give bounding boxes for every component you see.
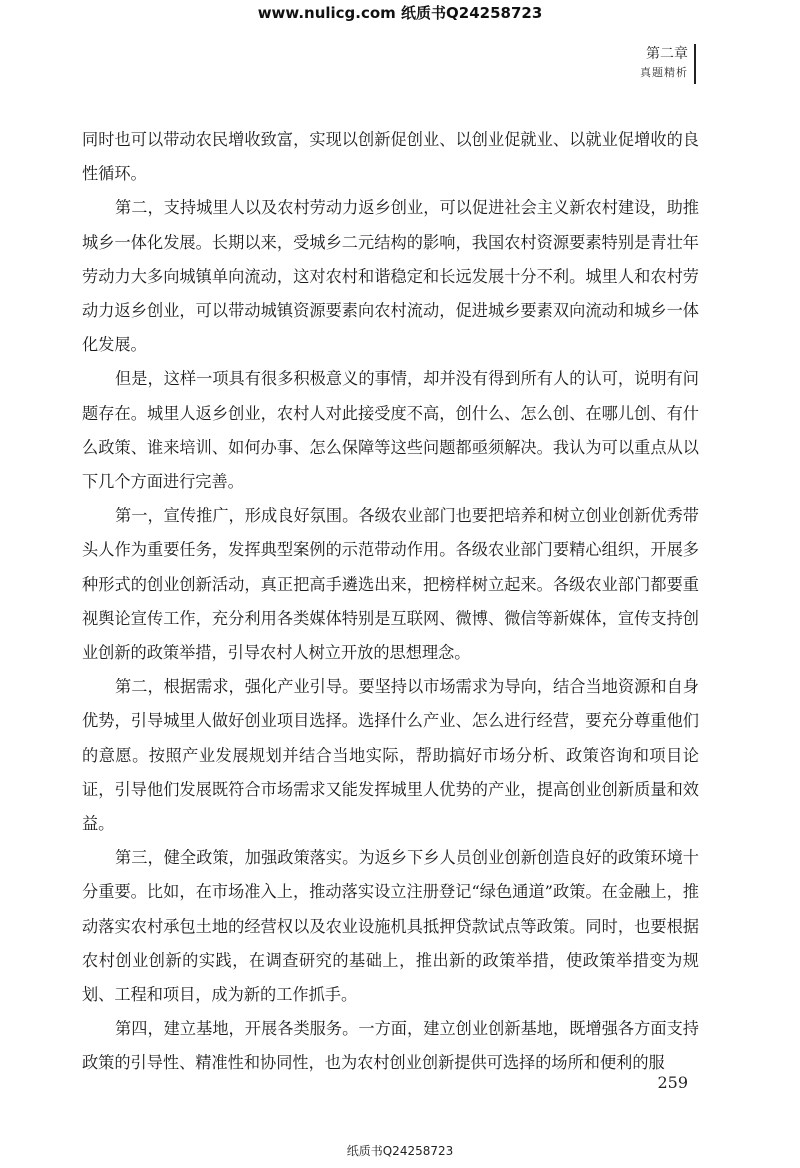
- chapter-header: [640, 44, 688, 82]
- body-text: [82, 123, 699, 1081]
- paragraph: 第四，建立基地，开展各类服务。一方面，建立创业创新基地，既增强各方面支持政策的引导性、精准性和协同性，也为农村创业创新提供可选择的场所和便利的服: [82, 1019, 699, 1073]
- top-watermark: www.nulicg.com 纸质书Q24258723: [257, 4, 543, 22]
- chapter-title: 第二章: [646, 46, 688, 62]
- paragraph: 同时也可以带动农民增收致富，实现以创新促创业、以创业促就业、以就业促增收的良性循环。: [82, 130, 699, 184]
- bottom-watermark: 纸质书Q24258723: [346, 1144, 454, 1158]
- paragraph: 第一，宣传推广，形成良好氛围。各级农业部门也要把培养和树立创业创新优秀带头人作为重要任务，发挥典型案例的示范带动作用。各级农业部门要精心组织，开展多种形式的创业创新活动，真正把高手遴选出来，把榜样树立起来。各级农业部门都要重视舆论宣传工作，充分利用各类媒体特别是互联网、微博、微信等新媒体，宣传支持创业创新的政策举措，引导农村人树立开放的思想理念。: [82, 506, 699, 663]
- section-title: 真题精析: [640, 66, 688, 79]
- header-divider: [694, 44, 696, 84]
- paragraph: 第二，根据需求，强化产业引导。要坚持以市场需求为导向，结合当地资源和自身优势，引导城里人做好创业项目选择。选择什么产业、怎么进行经营，要充分尊重他们的意愿。按照产业发展规划并结合当地实际，帮助搞好市场分析、政策咨询和项目论证，引导他们发展既符合市场需求又能发挥城里人优势的产业，提高创业创新质量和效益。: [82, 677, 699, 834]
- paragraph: 第二，支持城里人以及农村劳动力返乡创业，可以促进社会主义新农村建设，助推城乡一体化发展。长期以来，受城乡二元结构的影响，我国农村资源要素特别是青壮年劳动力大多向城镇单向流动，这对农村和谐稳定和长远发展十分不利。城里人和农村劳动力返乡创业，可以带动城镇资源要素向农村流动，促进城乡要素双向流动和城乡一体化发展。: [82, 198, 699, 355]
- page-number: 259: [657, 1073, 688, 1092]
- paragraph: 但是，这样一项具有很多积极意义的事情，却并没有得到所有人的认可，说明有问题存在。城里人返乡创业，农村人对此接受度不高，创什么、怎么创、在哪儿创、有什么政策、谁来培训、如何办事、怎么保障等这些问题都亟须解决。我认为可以重点从以下几个方面进行完善。: [82, 369, 699, 492]
- paragraph: 第三，健全政策，加强政策落实。为返乡下乡人员创业创新创造良好的政策环境十分重要。比如，在市场准入上，推动落实设立注册登记“绿色通道”政策。在金融上，推动落实农村承包土地的经营权以及农业设施机具抵押贷款试点等政策。同时，也要根据农村创业创新的实践，在调查研究的基础上，推出新的政策举措，使政策举措变为规划、工程和项目，成为新的工作抓手。: [82, 848, 699, 1005]
